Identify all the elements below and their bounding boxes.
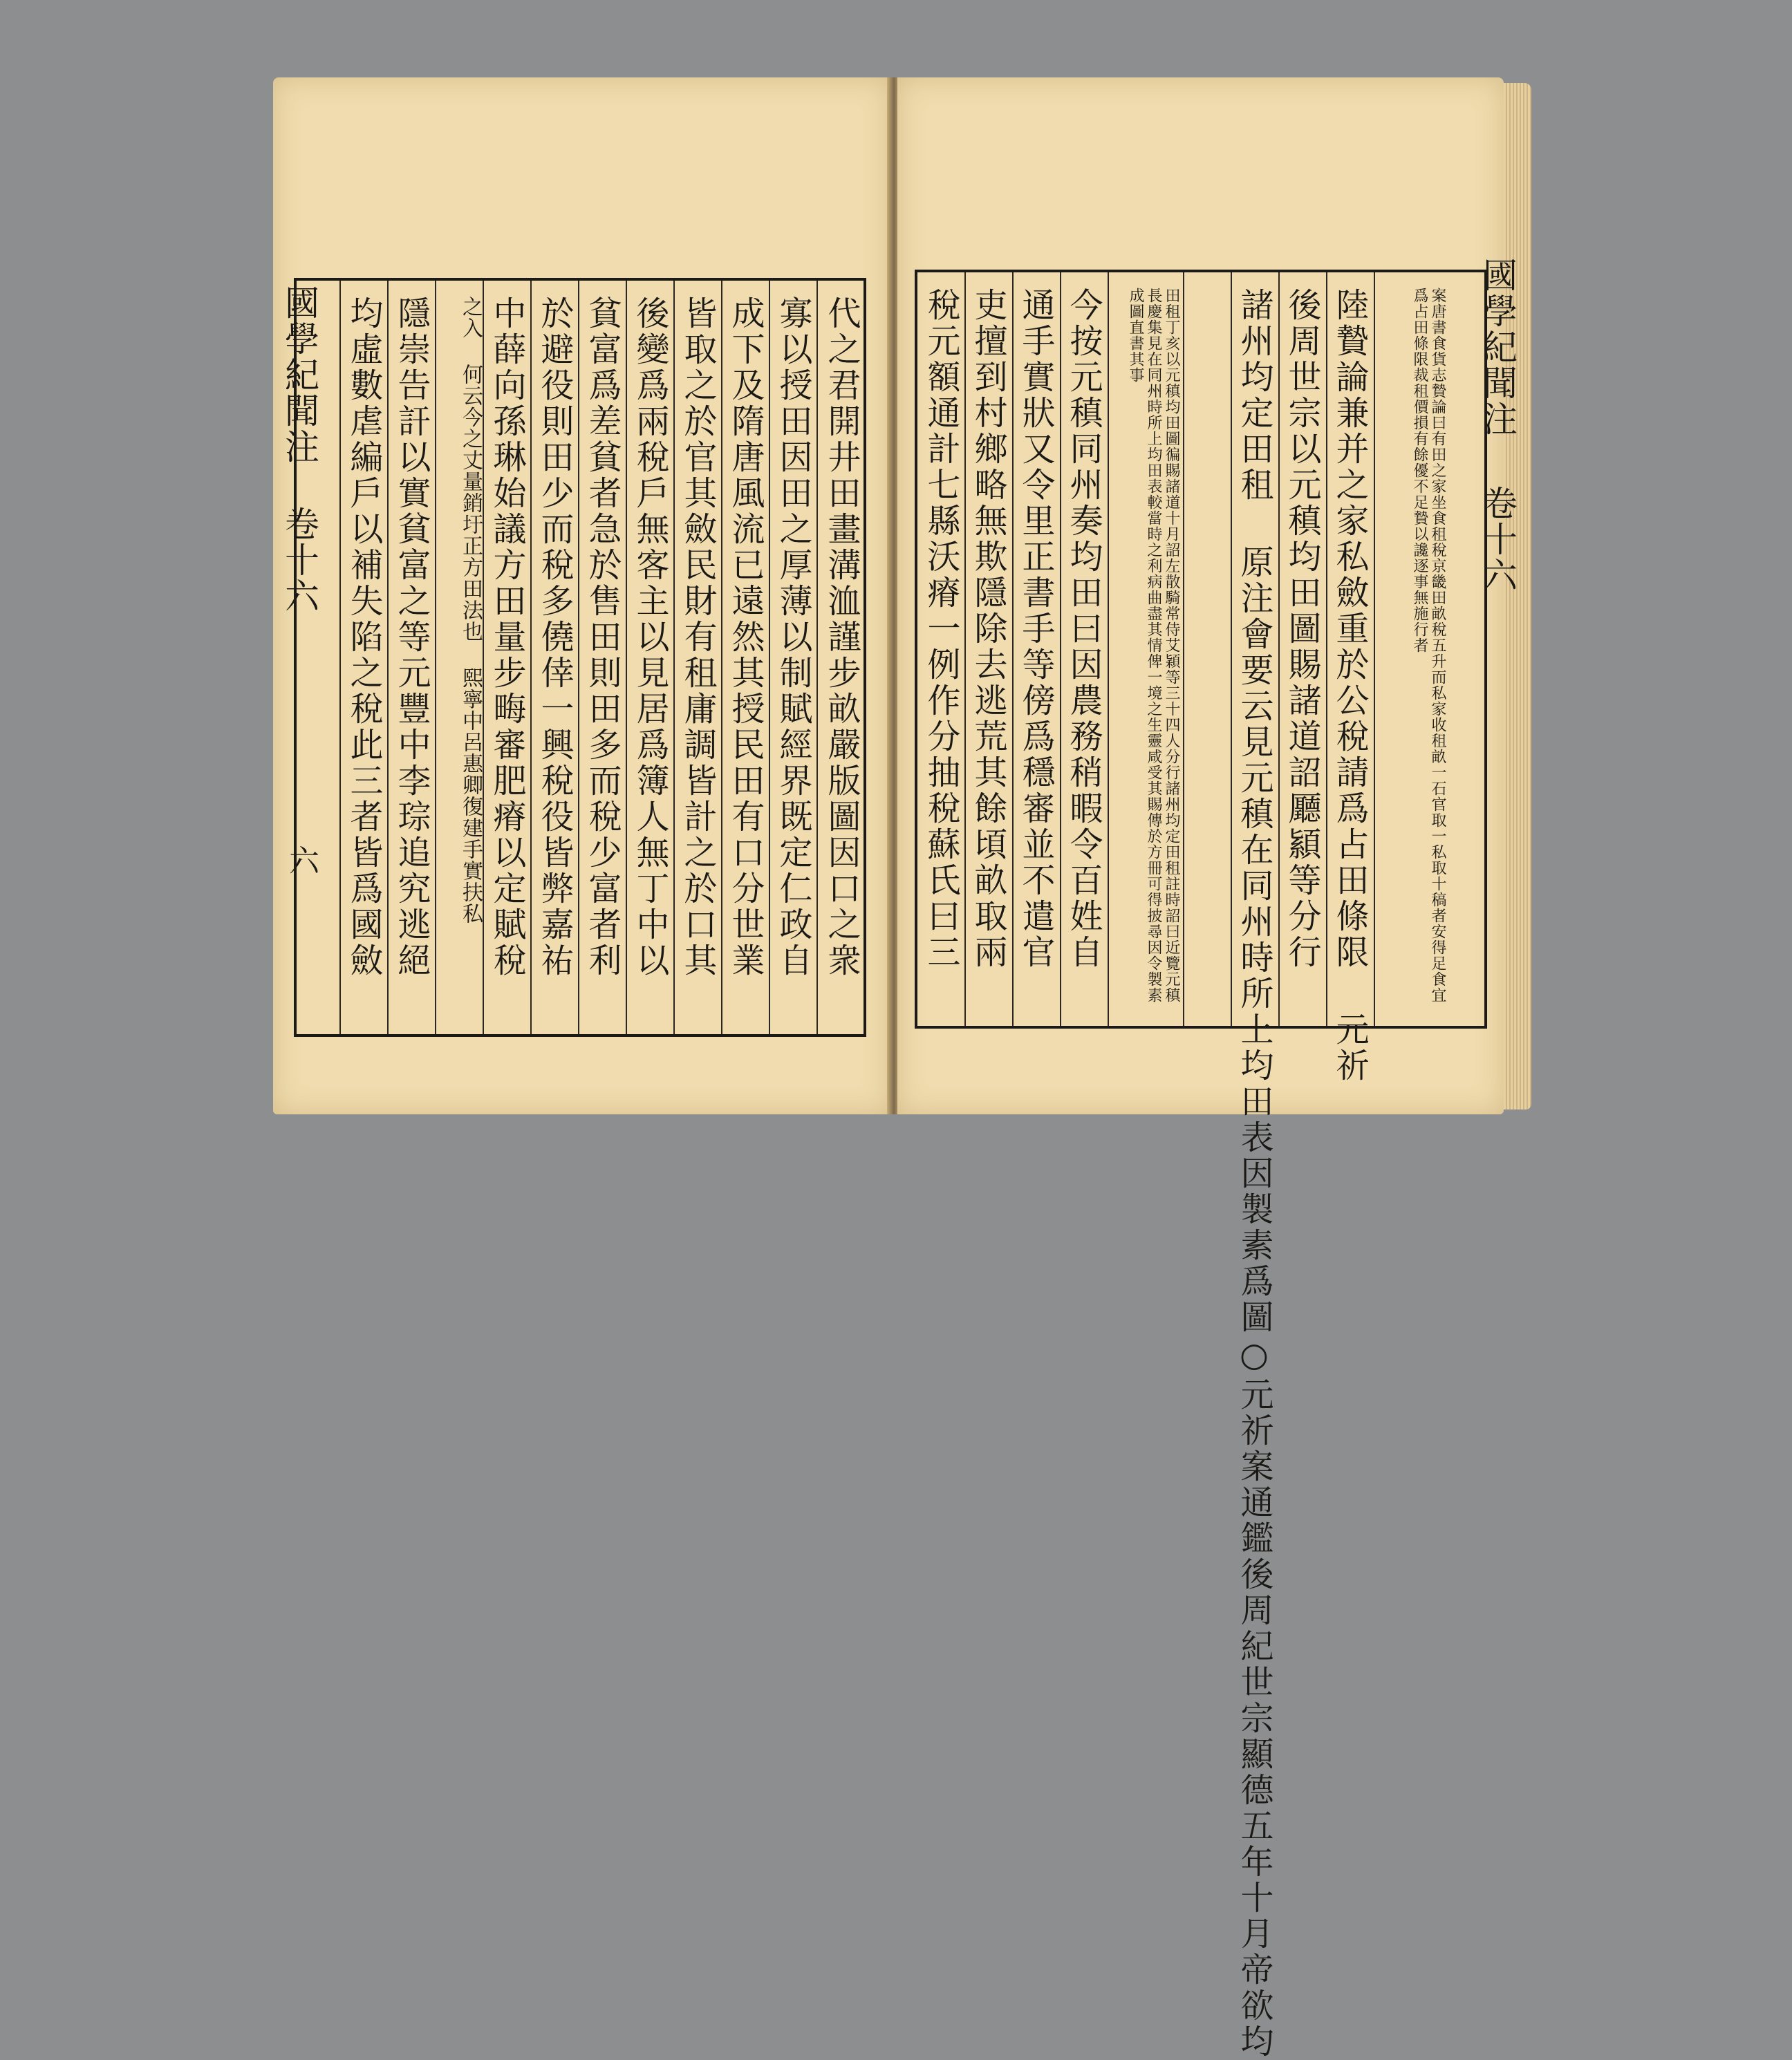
right-column-9: 稅元額通計七縣沃瘠一例作分抽稅蘇氏曰三 xyxy=(922,288,960,971)
right-column-2: 陸贄論兼并之家私斂重於公稅請爲占田條限 元祈 xyxy=(1330,288,1369,1084)
left-column-9: 之入 何云今之丈量銷圩正方田法也 熙寧中呂惠卿復建手實扶私 xyxy=(458,296,483,924)
right-column-7: 通手實狀又令里正書手等傍爲穩審並不遣官 xyxy=(1016,288,1055,971)
right-page-volume-label: 卷十六 xyxy=(1477,485,1518,593)
right-column-5-annotation: 田租丁亥以元稹均田圖徧賜諸道十月詔左散騎常侍艾穎等三十四人分行諸州均定田租註時詔曰近覽元稹長慶集見在同州時所上均田表較當時之利病曲盡其情俾一境之生靈咸受其賜傳於方冊可得披尋因令製素成圖直書其事 xyxy=(1127,288,1180,1003)
left-page xyxy=(273,77,890,1114)
left-column-3: 成下及隋唐風流已遠然其授民田有口分世業 xyxy=(726,296,765,979)
left-column-10: 隱崇告訐以實貧富之等元豐中李琮追究逃絕 xyxy=(392,296,431,979)
page-edges xyxy=(1504,83,1531,1109)
right-column-8: 吏擅到村鄉略無欺隱除去逃荒其餘頃畝取兩 xyxy=(969,288,1007,971)
left-column-2: 寡以授田因田之厚薄以制賦經界既定仁政自 xyxy=(774,296,812,979)
open-book xyxy=(273,69,1531,2060)
right-column-6: 今按元稹同州奏均田曰因農務稍暇令百姓自 xyxy=(1064,288,1103,971)
right-column-1-annotation: 案唐書食貨志贄論曰有田之家坐食租稅京畿田畝稅五升而私家收租畝一石官取一私取十稿者安得足食宜爲占田條限裁租價損有餘優不足贄以讒逐事無施行者 xyxy=(1411,288,1446,1003)
left-column-8: 中薛向孫琳始議方田量步畮審肥瘠以定賦稅 xyxy=(487,296,526,979)
right-column-3: 後周世宗以元稹均田圖賜諸道詔㕔顈等分行 xyxy=(1282,288,1321,971)
right-page-title-label: 國學紀聞注 xyxy=(1477,257,1518,437)
left-column-5: 後變爲兩稅戶無客主以見居爲簿人無丁中以 xyxy=(631,296,669,979)
left-column-1: 代之君開井田畫溝洫謹步畝嚴版圖因口之衆 xyxy=(822,296,861,979)
right-column-4: 諸州均定田租 原注會要云見元稹在同州時所上均田表因製素爲圖○元祈案通鑑後周紀世宗顯德五年十月帝欲均 xyxy=(1235,288,1273,2060)
left-column-6: 貧富爲差貧者急於售田則田多而稅少富者利 xyxy=(583,296,622,979)
left-page-volume-label: 卷十六 xyxy=(279,506,319,614)
left-text-frame xyxy=(294,278,866,1037)
left-column-4: 皆取之於官其斂民財有租庸調皆計之於口其 xyxy=(678,296,717,979)
right-text-frame xyxy=(915,270,1487,2060)
left-page-folio: 六 xyxy=(283,845,319,875)
left-column-7: 於避役則田少而稅多僥倖一興稅役皆弊嘉祐 xyxy=(535,296,574,979)
left-page-title-label: 國學紀聞注 xyxy=(279,285,319,465)
left-column-11: 均虛數虐編戶以補失陷之稅此三者皆爲國斂 xyxy=(344,296,383,979)
